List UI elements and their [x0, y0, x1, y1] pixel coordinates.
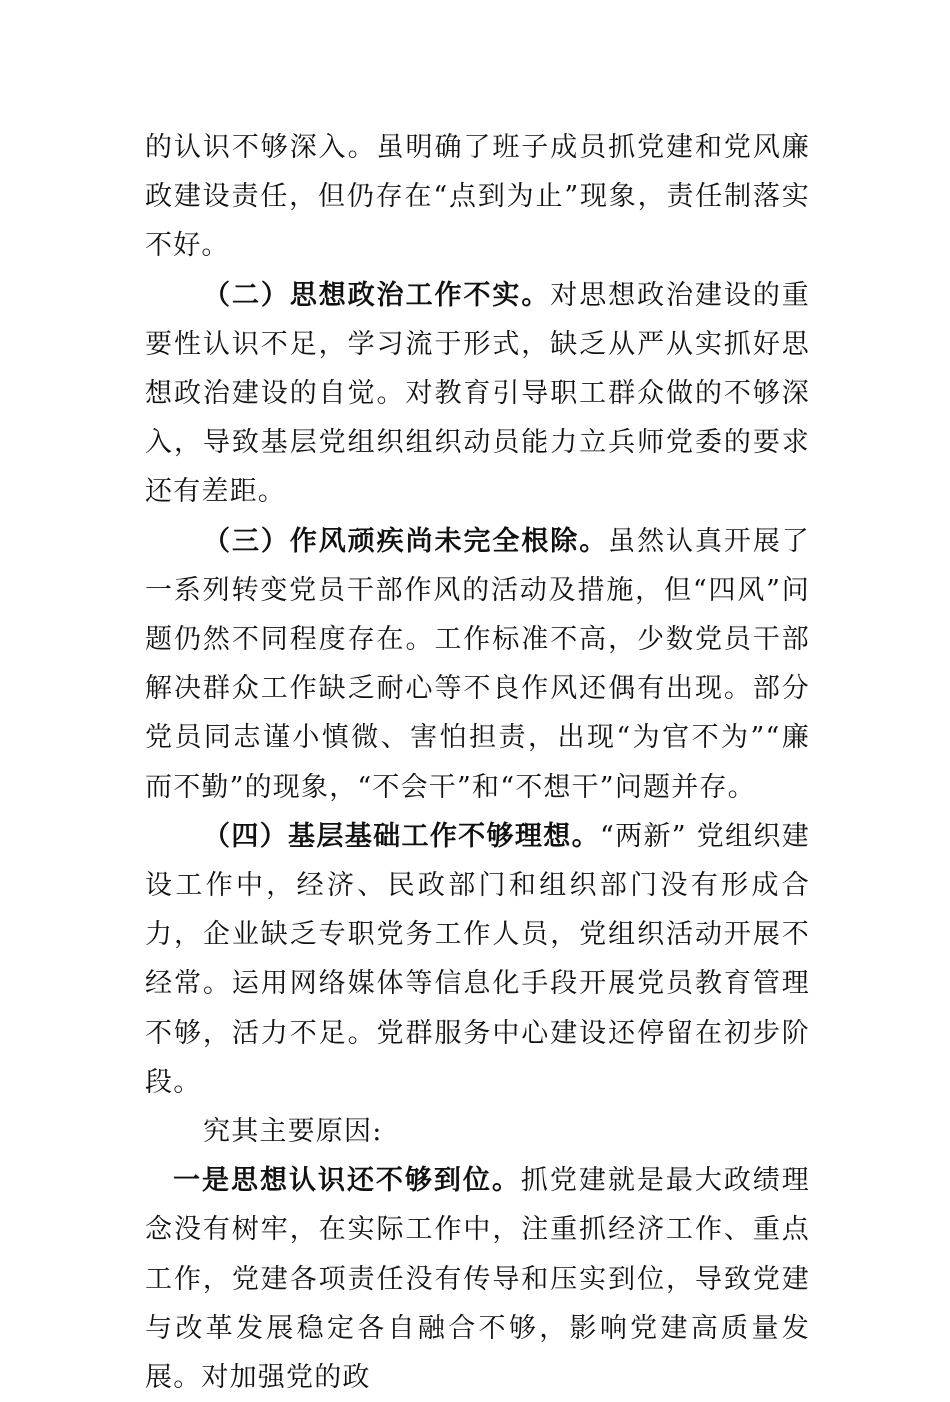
paragraph-text: 抓党建就是最大政绩理念没有树牢，在实际工作中，注重抓经济工作、重点工作，党建各项责任没有传导和压实到位，导致党建与改革发展稳定各自融合不够，影响党建高质量发展。对加强党的政 — [145, 1165, 811, 1394]
paragraph-section-3 — [145, 517, 810, 812]
paragraph-reasons-intro — [145, 1107, 810, 1156]
section-heading: （三）作风顽疾尚未完全根除。 — [203, 525, 609, 557]
paragraph-section-2 — [145, 271, 810, 517]
paragraph-text: 虽然认真开展了一系列转变党员干部作风的活动及措施，但“四风”问题仍然不同程度存在。工作标准不高，少数党员干部解决群众工作缺乏耐心等不良作风还偶有出现。部分党员同志谨小慎微、害怕担责，出现“为官不为”“廉而不勤”的现象，“不会干”和“不想干”问题并存。 — [145, 525, 810, 803]
paragraph-text: “两新” 党组织建设工作中，经济、民政部门和组织部门没有形成合力，企业缺乏专职党务工作人员，党组织活动开展不经常。运用网络媒体等信息化手段开展党员教育管理不够，活力不足。党群服务中心建设还停留在初步阶段。 — [145, 820, 810, 1098]
reason-heading: 一是思想认识还不够到位。 — [173, 1165, 521, 1197]
paragraph-text: 对思想政治建设的重要性认识不足，学习流于形式，缺乏从严从实抓好思想政治建设的自觉。对教育引导职工群众做的不够深入，导致基层党组织组织动员能力立兵师党委的要求还有差距。 — [145, 279, 810, 508]
section-heading: （二）思想政治工作不实。 — [203, 279, 551, 311]
paragraph-continuation — [145, 123, 810, 271]
document-body — [145, 123, 810, 1402]
paragraph-section-4 — [145, 812, 810, 1107]
paragraph-text: 的认识不够深入。虽明确了班子成员抓党建和党风廉政建设责任，但仍存在“点到为止”现象，责任制落实不好。 — [145, 132, 810, 262]
paragraph-text: 究其主要原因: — [203, 1116, 383, 1148]
section-heading: （四）基层基础工作不够理想。 — [203, 820, 600, 852]
paragraph-reason-1 — [145, 1156, 810, 1402]
